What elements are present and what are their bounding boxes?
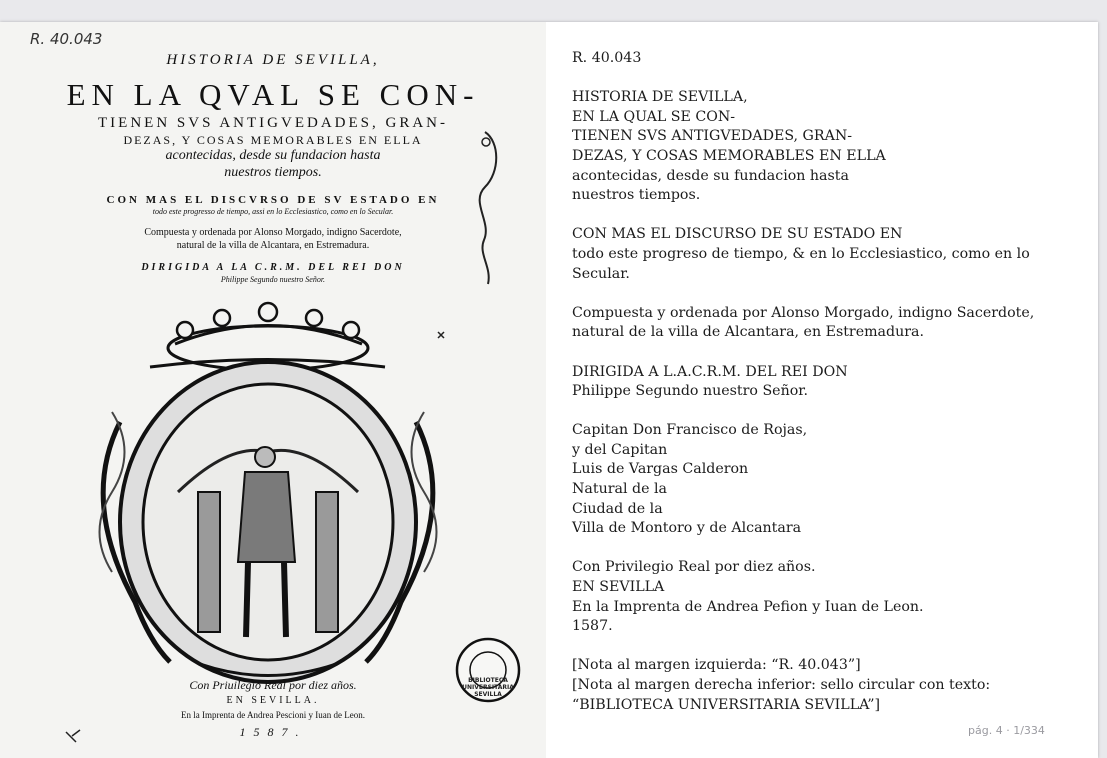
transcription-line: TIENEN SVS ANTIGVEDADES, GRAN-	[572, 128, 853, 145]
transcription-block	[572, 558, 1077, 636]
transcription-line: Secular.	[572, 265, 630, 282]
scan-line: HISTORIA DE SEVILLA,	[166, 52, 380, 68]
transcription-line: DEZAS, Y COSAS MEMORABLES EN ELLA	[572, 147, 886, 164]
transcription-line: Villa de Montoro y de Alcantara	[572, 520, 802, 537]
transcription-line: CON MAS EL DISCURSO DE SU ESTADO EN	[572, 226, 903, 243]
transcription-line: Natural de la	[572, 481, 667, 498]
scan-line: Con Priuilegio Real por diez años.	[189, 678, 357, 692]
transcription-line: Philippe Segundo nuestro Señor.	[572, 383, 808, 400]
transcription-line: 1587.	[572, 618, 613, 635]
scan-line: DEZAS, Y COSAS MEMORABLES EN ELLA	[123, 133, 423, 147]
transcription-line: Ciudad de la	[572, 500, 663, 517]
transcription-line: HISTORIA DE SEVILLA,	[572, 89, 748, 106]
transcription-line: EN SEVILLA	[572, 579, 665, 596]
transcription-line: “BIBLIOTECA UNIVERSITARIA SEVILLA”]	[572, 696, 881, 713]
scan-line: EN LA QVAL SE CON-	[66, 77, 480, 112]
transcription-block	[572, 656, 1077, 715]
transcription-line: y del Capitan	[572, 441, 668, 458]
transcription-line: [Nota al margen izquierda: “R. 40.043”]	[572, 657, 861, 674]
transcription-line: En la Imprenta de Andrea Pefion y Iuan de Leon.	[572, 598, 924, 615]
scan-line: Philippe Segundo nuestro Señor.	[220, 275, 326, 284]
transcription-line: todo este progreso de tiempo, & en lo Ecclesiastico, como en lo	[572, 245, 1030, 262]
scan-line: CON MAS EL DISCVRSO DE SV ESTADO EN	[106, 194, 440, 206]
transcription-line: R. 40.043	[572, 50, 642, 66]
scan-line: acontecidas, desde su fundacion hasta	[165, 148, 381, 163]
transcription-block	[572, 304, 1077, 343]
scan-line: DIRIGIDA A LA C.R.M. DEL REI DON	[141, 262, 405, 273]
scan-content	[0, 22, 546, 758]
transcription-line: EN LA QUAL SE CON-	[572, 108, 736, 125]
scan-line: En la Imprenta de Andrea Pescioni y Iuan de Leon.	[181, 710, 365, 720]
handwritten-shelfmark: R. 40.043	[30, 30, 103, 48]
stamp-text: BIBLIOTECA UNIVERSITARIA SEVILLA	[462, 677, 514, 698]
document-viewer	[0, 22, 1098, 758]
transcription-block	[572, 421, 1077, 539]
transcription-block	[572, 225, 1077, 284]
scan-line: TIENEN SVS ANTIGVEDADES, GRAN-	[98, 115, 448, 131]
transcription-line: DIRIGIDA A L.A.C.R.M. DEL REI DON	[572, 363, 848, 380]
transcription-line: natural de la villa de Alcantara, en Estremadura.	[572, 324, 924, 341]
transcription-line: Capitan Don Francisco de Rojas,	[572, 422, 808, 439]
transcription-panel	[572, 49, 1077, 735]
page-number: pág. 4	[968, 724, 1003, 737]
transcription-block	[572, 363, 1077, 402]
transcription-line: acontecidas, desde su fundacion hasta	[572, 167, 849, 184]
transcription-line: [Nota al margen derecha inferior: sello circular con texto:	[572, 677, 991, 693]
scanned-page-image	[0, 22, 546, 758]
scan-line: 1587.	[239, 725, 307, 739]
scan-line: nuestros tiempos.	[224, 165, 322, 180]
pager-separator: ·	[1006, 724, 1010, 737]
page-count: 1/334	[1013, 724, 1045, 737]
transcription-line: Luis de Vargas Calderon	[572, 461, 749, 478]
page-indicator	[968, 724, 1045, 737]
scan-line: Compuesta y ordenada por Alonso Morgado, indigno Sacerdote,	[144, 227, 402, 238]
transcription-line: Con Privilegio Real por diez años.	[572, 559, 816, 576]
scan-line: todo este progresso de tiempo, assi en lo Ecclesiastico, como en lo Secular.	[152, 207, 394, 216]
transcription-block	[572, 88, 1077, 206]
scan-line: natural de la villa de Alcantara, en Estremadura.	[176, 240, 370, 251]
transcription-block	[572, 49, 1077, 69]
transcription-line: nuestros tiempos.	[572, 187, 701, 204]
transcription-line: Compuesta y ordenada por Alonso Morgado, indigno Sacerdote,	[572, 304, 1035, 321]
scan-line: EN SEVILLA.	[226, 695, 320, 706]
